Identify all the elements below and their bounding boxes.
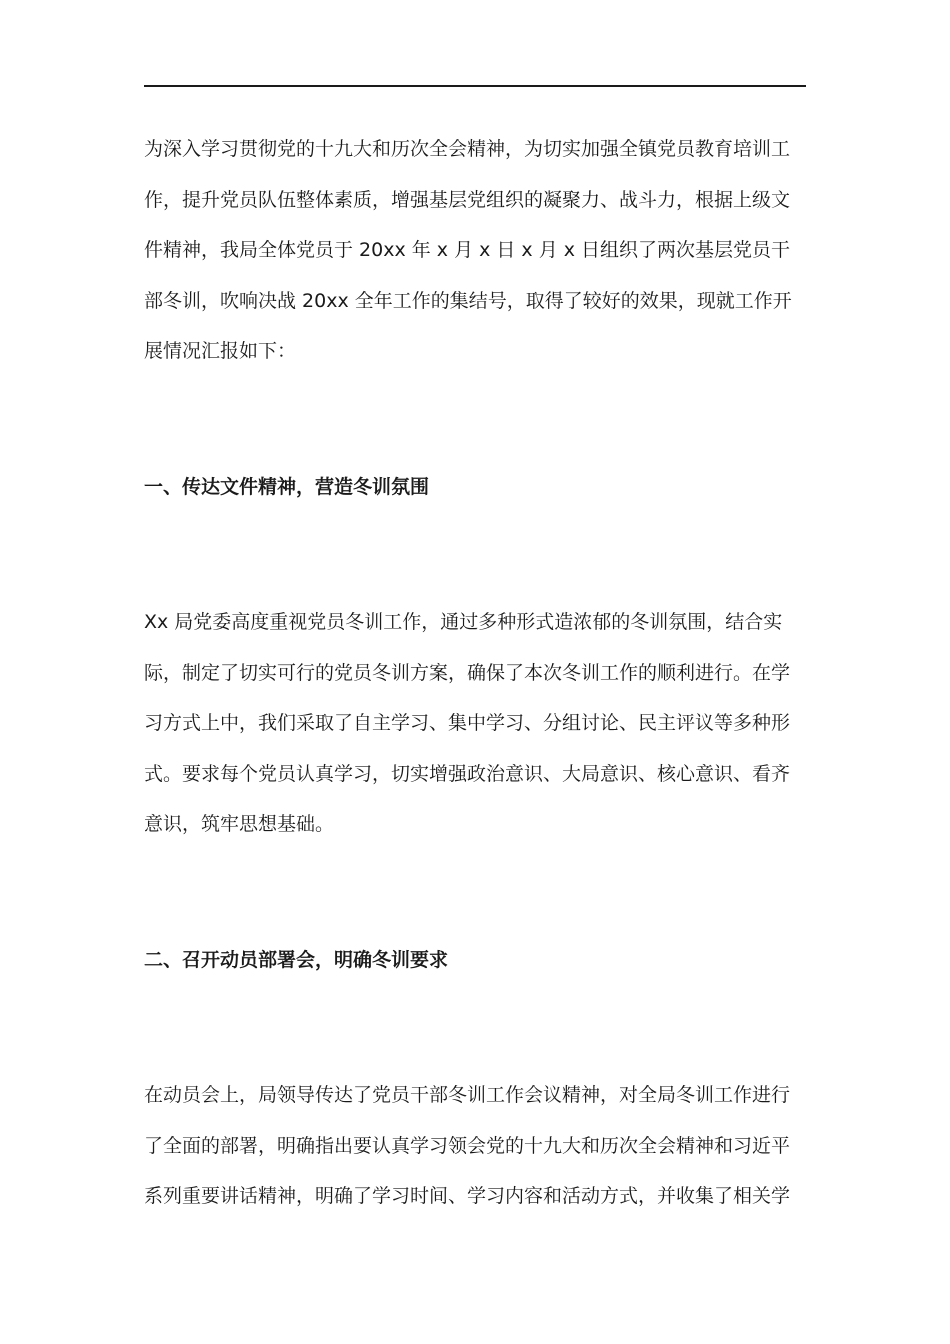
section-2-paragraph: 在动员会上，局领导传达了党员干部冬训工作会议精神，对全局冬训工作进行了全面的部署，明确指出要认真学习领会党的十九大和历次全会精神和习近平系列重要讲话精神，明确了学习时间、学习内容和活动方式，并收集了相关学: [144, 1084, 791, 1207]
spacer: [144, 985, 808, 1070]
section-1-paragraph: Xx 局党委高度重视党员冬训工作，通过多种形式造浓郁的冬训氛围，结合实际，制定了切实可行的党员冬训方案，确保了本次冬训工作的顺利进行。在学习方式上中，我们采取了自主学习、集中学习、分组讨论、民主评议等多种形式。要求每个党员认真学习，切实增强政治意识、大局意识、核心意识、看齐意识，筑牢思想基础。: [144, 611, 791, 835]
document-body: [144, 124, 808, 1222]
section-2-heading: 二、召开动员部署会，明确冬训要求: [144, 948, 449, 971]
header-rule: [144, 85, 806, 87]
section-1-heading: 一、传达文件精神，营造冬训氛围: [144, 475, 430, 498]
spacer: [144, 377, 808, 462]
intro-paragraph: 为深入学习贯彻党的十九大和历次全会精神，为切实加强全镇党员教育培训工作，提升党员队伍整体素质，增强基层党组织的凝聚力、战斗力，根据上级文件精神，我局全体党员于 20xx 年 x 月 x 日 x 月 x 日组织了两次基层党员干部冬训，吹响决战 20xx 全年工作的集结号，取得了较好的效果，现就工作开展情况汇报如下：: [144, 138, 792, 362]
spacer: [144, 512, 808, 597]
spacer: [144, 850, 808, 935]
